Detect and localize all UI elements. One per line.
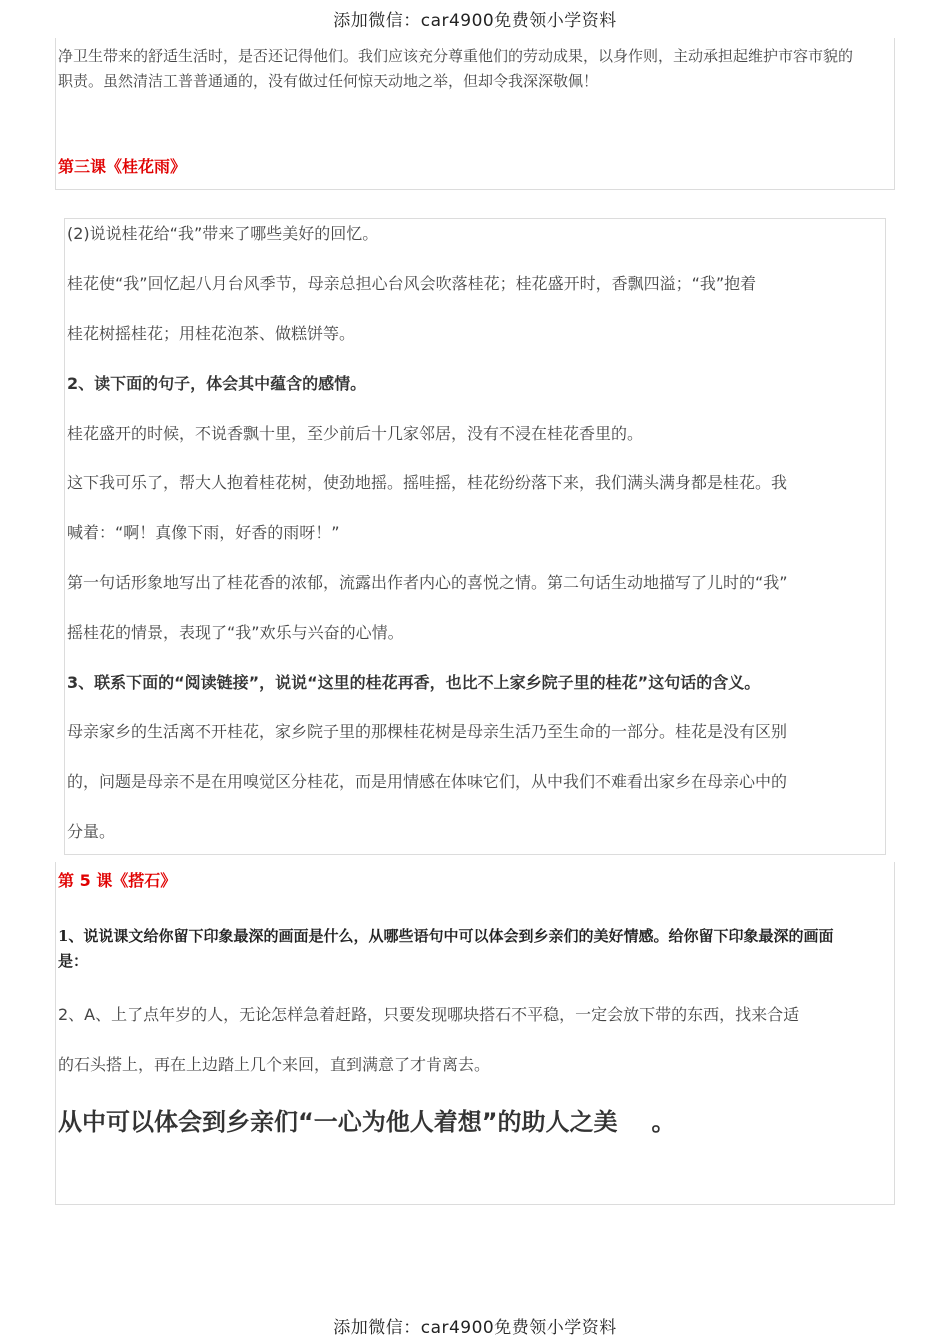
lesson3-line: 这下我可乐了，帮大人抱着桂花树，使劲地摇。摇哇摇，桂花纷纷落下来，我们满头满身都是桂花。我 [67,473,788,492]
lesson3-line: 摇桂花的情景，表现了“我”欢乐与兴奋的心情。 [67,623,404,642]
lesson3-line: 桂花树摇桂花；用桂花泡茶、做糕饼等。 [67,324,356,343]
lesson5-box [55,862,895,1205]
lesson3-line: 分量。 [67,822,116,841]
lesson3-line: 母亲家乡的生活离不开桂花，家乡院子里的那棵桂花树是母亲生活乃至生命的一部分。桂花是没有区别 [67,722,788,741]
watermark-bottom: 添加微信：car4900免费领小学资料 [333,1318,617,1338]
lesson3-question-3: 3、联系下面的“阅读链接”，说说“这里的桂花再香，也比不上家乡院子里的桂花”这句话的含义。 [67,673,761,692]
lesson3-line: 喊着：“啊！真像下雨，好香的雨呀！” [67,523,340,542]
lesson3-line: 桂花使“我”回忆起八月台风季节，母亲总担心台风会吹落桂花；桂花盛开时，香飘四溢；“我”抱着 [67,274,757,293]
conclusion-text: 从中可以体会到乡亲们“一心为他人着想”的助人之美 [58,1108,618,1136]
lesson3-line: 桂花盛开的时候，不说香飘十里，至少前后十几家邻居，没有不浸在桂花香里的。 [67,424,644,443]
lesson5-conclusion [58,1102,676,1137]
lesson5-question-1: 1、说说课文给你留下印象最深的画面是什么，从哪些语句中可以体会到乡亲们的美好情感。给你留下印象最深的画面是： [58,927,834,970]
lesson3-title: 第三课《桂花雨》 [58,157,187,176]
intro-paragraph: 净卫生带来的舒适生活时，是否还记得他们。我们应该充分尊重他们的劳动成果，以身作则，主动承担起维护市容市貌的职责。虽然清洁工普普通通的，没有做过任何惊天动地之举，但却令我深深敬佩！ [58,47,854,90]
lesson3-line: 第一句话形象地写出了桂花香的浓郁，流露出作者内心的喜悦之情。第二句话生动地描写了儿时的“我” [67,573,788,592]
lesson3-line: 的，问题是母亲不是在用嗅觉区分桂花，而是用情感在体味它们，从中我们不难看出家乡在母亲心中的 [67,772,788,791]
lesson5-answer-line: 2、A、上了点年岁的人，无论怎样急着赶路，只要发现哪块搭石不平稳，一定会放下带的东西，找来合适 [58,1005,800,1024]
lesson3-line: (2)说说桂花给“我”带来了哪些美好的回忆。 [67,224,379,243]
watermark-top: 添加微信：car4900免费领小学资料 [333,11,617,31]
lesson5-answer-line: 的石头搭上，再在上边踏上几个来回，直到满意了才肯离去。 [58,1055,491,1074]
lesson3-question-2: 2、读下面的句子，体会其中蕴含的感情。 [67,374,367,393]
conclusion-period: 。 [651,1108,676,1136]
lesson5-title: 第 5 课《搭石》 [58,871,177,890]
